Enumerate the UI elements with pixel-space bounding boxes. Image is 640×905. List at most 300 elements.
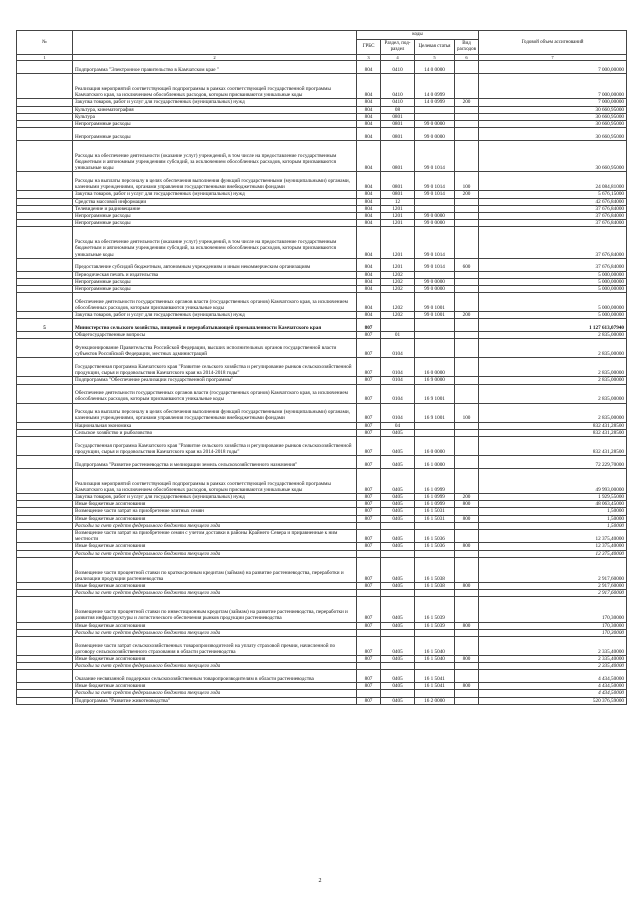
row-grbs: 807 [357,494,381,501]
row-grbs: 804 [357,213,381,220]
row-name: Расходы на обеспечение деятельности (оказание услуг) учреждений, в том числе на предоставление государственным бюджетным и автономным учреждениям субсидий, за исключением обособленных расходов, которым присваиваются уникальные коды [73,227,357,258]
header-cs: Целевая статья [415,40,455,55]
row-amount: 37 676,84000 [479,213,627,220]
table-row [17,205,627,212]
row-expense-type [455,690,479,697]
row-number [17,501,73,508]
index-cell: 5 [415,55,455,61]
table-row [17,141,627,172]
row-amount: 7 000,00000 [479,61,627,74]
row-grbs [357,522,381,529]
row-name: Иные бюджетные ассигнования [73,683,357,690]
row-grbs: 807 [357,437,381,456]
row-target-article: 16 1 5031 [415,508,455,515]
row-number [17,384,73,403]
row-target-article: 16 1 5036 [415,530,455,543]
row-name: Расходы за счет средств федерального бюджета текущего года [73,690,357,697]
row-target-article: 99 0 1014 [415,258,455,271]
row-grbs: 807 [357,637,381,656]
table-row [17,422,627,429]
row-expense-type: 200 [455,99,479,106]
row-expense-type [455,429,479,436]
header-num: № [17,31,73,55]
row-expense-type [455,358,479,377]
row-number [17,141,73,172]
row-number [17,656,73,663]
row-amount: 5 000,00000 [479,271,627,278]
row-expense-type [455,106,479,113]
row-grbs: 807 [357,468,381,493]
table-row [17,403,627,422]
row-name: Министерство сельского хозяйства, пищевой и перерабатывающей промышленности Камчатского края [73,319,357,332]
row-target-article: 16 1 0999 [415,501,455,508]
table-row [17,384,627,403]
row-section: 0801 [381,121,415,128]
row-number [17,286,73,293]
row-expense-type [455,437,479,456]
row-amount: 49 993,00000 [479,468,627,493]
row-number [17,590,73,597]
row-section [381,522,415,529]
row-name: Обеспечение деятельности государственных органов власти (государственных органов) Камчатского края, за исключением обособленных расходов, которым присваиваются уникальные коды [73,384,357,403]
row-grbs: 804 [357,61,381,74]
row-section: 0405 [381,622,415,629]
table-row [17,456,627,469]
table-row [17,258,627,271]
row-target-article [415,429,455,436]
row-name: Возмещение части затрат на приобретение элитных семян [73,508,357,515]
row-amount: 170,30000 [479,629,627,636]
row-expense-type [455,597,479,622]
row-expense-type [455,227,479,258]
page-number: 2 [318,878,322,884]
row-section: 0405 [381,494,415,501]
row-number [17,597,73,622]
table-row [17,220,627,227]
row-section: 1202 [381,312,415,319]
row-section: 0405 [381,697,415,704]
table-row [17,670,627,683]
row-section: 1201 [381,213,415,220]
row-section: 0410 [381,99,415,106]
table-body [17,61,627,704]
header-grbs: ГРБС [357,40,381,55]
row-target-article: 99 0 1014 [415,191,455,198]
row-expense-type [455,319,479,332]
row-number [17,403,73,422]
row-expense-type [455,278,479,285]
row-target-article: 99 0 1001 [415,293,455,312]
row-number [17,697,73,704]
row-amount: 2 835,00000 [479,403,627,422]
row-target-article [415,422,455,429]
row-grbs: 807 [357,515,381,522]
row-target-article: 16 1 5039 [415,597,455,622]
table-row [17,339,627,358]
row-expense-type [455,670,479,683]
row-target-article: 99 0 0000 [415,121,455,128]
row-target-article: 16 1 5040 [415,656,455,663]
row-amount: 30 660,95000 [479,128,627,141]
row-expense-type [455,550,479,557]
row-expense-type [455,377,479,384]
row-grbs [357,663,381,670]
row-grbs: 804 [357,128,381,141]
row-name: Возмещение части процентной ставки по краткосрочным кредитам (займам) на развитие растениеводства, переработки и реализации продукции растениеводства [73,557,357,582]
header-vr: Вид расходов [455,40,479,55]
row-name: Обеспечение деятельности государственных органов власти (государственных органов) Камчатского края, за исключением обособленных расходов, которым присваиваются уникальные коды [73,293,357,312]
row-section: 01 [381,332,415,339]
row-name: Иные бюджетные ассигнования [73,583,357,590]
table-row [17,312,627,319]
row-expense-type [455,508,479,515]
row-amount: 37 676,84000 [479,205,627,212]
table-row [17,172,627,191]
row-target-article: 14 0 0999 [415,74,455,99]
row-target-article: 99 0 0000 [415,128,455,141]
row-target-article: 16 9 0000 [415,377,455,384]
row-number [17,271,73,278]
row-number [17,121,73,128]
index-cell: 4 [381,55,415,61]
row-target-article [415,205,455,212]
row-amount: 2 917,60000 [479,590,627,597]
row-number: 5 [17,319,73,332]
row-grbs: 804 [357,286,381,293]
row-number [17,339,73,358]
row-number [17,543,73,550]
row-section: 0801 [381,113,415,120]
row-name: Непрограммные расходы [73,220,357,227]
row-section: 0405 [381,468,415,493]
row-number [17,205,73,212]
row-target-article [415,590,455,597]
row-grbs: 804 [357,172,381,191]
row-expense-type [455,271,479,278]
table-row [17,583,627,590]
table-row [17,515,627,522]
row-target-article: 16 1 5031 [415,515,455,522]
row-amount: 12 375,40000 [479,530,627,543]
row-expense-type [455,198,479,205]
row-expense-type: 200 [455,494,479,501]
row-expense-type: 100 [455,172,479,191]
table-row [17,508,627,515]
row-number [17,358,73,377]
row-amount: 37 676,84000 [479,258,627,271]
index-cell: 3 [357,55,381,61]
row-section: 0405 [381,429,415,436]
row-name: Подпрограмма "Развитие растениеводства и мелиорации земель сельскохозяйственного назначения" [73,456,357,469]
row-expense-type: 800 [455,583,479,590]
row-section: 04 [381,422,415,429]
table-row [17,530,627,543]
row-name: Возмещение части процентной ставки по инвестиционным кредитам (займам) на развитие растениеводства, переработки и развития инфраструктуры и логистического обеспечения рынков продукции растениеводства [73,597,357,622]
row-target-article: 16 1 5036 [415,543,455,550]
table-row [17,227,627,258]
row-number [17,191,73,198]
row-amount: 12 375,40000 [479,543,627,550]
row-expense-type [455,141,479,172]
row-target-article: 99 0 0000 [415,278,455,285]
row-section: 0405 [381,637,415,656]
row-section: 1201 [381,205,415,212]
table-row [17,557,627,582]
table-row [17,468,627,493]
row-amount: 42 676,84000 [479,198,627,205]
table-row [17,543,627,550]
row-name: Непрограммные расходы [73,213,357,220]
row-target-article [415,332,455,339]
row-expense-type [455,629,479,636]
row-expense-type [455,220,479,227]
row-amount: 2 917,60000 [479,583,627,590]
row-amount: 1,50000 [479,515,627,522]
table-row [17,590,627,597]
row-grbs: 807 [357,319,381,332]
row-grbs: 807 [357,656,381,663]
row-expense-type [455,205,479,212]
row-grbs: 807 [357,530,381,543]
row-section: 0405 [381,515,415,522]
row-section: 0104 [381,358,415,377]
row-target-article: 14 0 0999 [415,99,455,106]
row-number [17,629,73,636]
row-name: Закупка товаров, работ и услуг для государственных (муниципальных) нужд [73,99,357,106]
row-name: Сельское хозяйство и рыболовство [73,429,357,436]
row-expense-type [455,522,479,529]
row-expense-type [455,286,479,293]
row-number [17,227,73,258]
row-section [381,319,415,332]
row-number [17,637,73,656]
row-number [17,437,73,456]
row-name: Расходы за счет средств федерального бюджета текущего года [73,590,357,597]
row-section: 1202 [381,293,415,312]
row-expense-type: 800 [455,656,479,663]
row-amount: 48 063,45000 [479,501,627,508]
row-target-article: 16 1 5038 [415,557,455,582]
row-section [381,663,415,670]
row-number [17,220,73,227]
row-target-article: 99 0 0000 [415,213,455,220]
row-amount: 1 127 613,07940 [479,319,627,332]
row-name: Расходы за счет средств федерального бюджета текущего года [73,550,357,557]
row-target-article: 16 1 5040 [415,637,455,656]
row-expense-type: 600 [455,258,479,271]
table-row [17,332,627,339]
row-number [17,690,73,697]
row-name: Расходы на выплаты персоналу в целях обеспечения выполнения функций государственными (муниципальными) органами, казенными учреждениями, органами управления государственными внебюджетными фондами [73,172,357,191]
row-amount: 170,30000 [479,622,627,629]
row-expense-type: 100 [455,403,479,422]
row-target-article [415,198,455,205]
row-amount: 7 000,00000 [479,99,627,106]
row-grbs: 807 [357,384,381,403]
row-expense-type [455,468,479,493]
row-expense-type [455,530,479,543]
row-name: Иные бюджетные ассигнования [73,515,357,522]
row-target-article: 16 1 0000 [415,456,455,469]
row-grbs: 804 [357,271,381,278]
row-target-article [415,113,455,120]
table-row [17,597,627,622]
row-grbs: 804 [357,278,381,285]
row-target-article [415,663,455,670]
row-expense-type [455,332,479,339]
row-amount: 2 335,40000 [479,656,627,663]
table-row [17,191,627,198]
row-amount: 2 335,40000 [479,663,627,670]
row-target-article: 99 0 0000 [415,220,455,227]
row-section: 0405 [381,583,415,590]
row-amount: 5 000,00000 [479,312,627,319]
row-expense-type: 800 [455,515,479,522]
table-row [17,121,627,128]
row-section: 0104 [381,377,415,384]
row-expense-type [455,422,479,429]
row-grbs: 807 [357,622,381,629]
row-section: 0405 [381,656,415,663]
row-number [17,468,73,493]
table-row [17,437,627,456]
row-target-article: 99 0 1001 [415,312,455,319]
row-grbs: 804 [357,113,381,120]
row-amount: 37 676,84000 [479,220,627,227]
row-grbs: 804 [357,227,381,258]
row-amount: 2 917,60000 [479,557,627,582]
row-amount: 5 000,00000 [479,293,627,312]
table-row [17,278,627,285]
row-expense-type: 800 [455,543,479,550]
row-target-article [415,271,455,278]
table-row [17,637,627,656]
row-name: Государственная программа Камчатского края "Развитие сельского хозяйства и регулирование рынков сельскохозяйственной продукции, сырья и продовольствия Камчатского края на 2014-2018 годы" [73,437,357,456]
row-number [17,278,73,285]
row-target-article: 99 0 1014 [415,227,455,258]
row-section: 0104 [381,339,415,358]
row-expense-type: 800 [455,683,479,690]
row-amount: 4 434,50000 [479,670,627,683]
row-name: Закупка товаров, работ и услуг для государственных (муниципальных) нужд [73,191,357,198]
row-section [381,550,415,557]
row-number [17,456,73,469]
row-target-article [415,629,455,636]
row-grbs: 807 [357,403,381,422]
row-target-article: 16 1 0999 [415,468,455,493]
row-number [17,74,73,99]
row-section: 1202 [381,286,415,293]
row-number [17,61,73,74]
table-row [17,213,627,220]
row-grbs: 807 [357,697,381,704]
row-section: 1202 [381,271,415,278]
row-name: Расходы за счет средств федерального бюджета текущего года [73,629,357,636]
row-number [17,429,73,436]
row-section: 0801 [381,191,415,198]
row-number [17,99,73,106]
row-number [17,312,73,319]
row-target-article: 16 0 0000 [415,437,455,456]
row-expense-type [455,456,479,469]
row-amount: 2 835,00000 [479,377,627,384]
row-number [17,622,73,629]
row-name: Непрограммные расходы [73,128,357,141]
table-row [17,690,627,697]
row-name: Подпрограмма "Электронное правительство в Камчатском крае " [73,61,357,74]
table-row [17,286,627,293]
row-amount: 832 431,28500 [479,437,627,456]
row-expense-type [455,213,479,220]
row-name: Возмещение части затрат на приобретение семян с учетом доставки в районы Крайнего Севера и приравненные к ним местности [73,530,357,543]
row-grbs: 807 [357,670,381,683]
row-grbs: 804 [357,293,381,312]
row-target-article: 16 1 5041 [415,683,455,690]
row-name: Культура, кинематография [73,106,357,113]
row-number [17,583,73,590]
row-expense-type [455,637,479,656]
row-section: 0405 [381,557,415,582]
row-section: 0801 [381,141,415,172]
row-amount: 30 660,95000 [479,141,627,172]
row-section: 0405 [381,456,415,469]
row-name: Предоставление субсидий бюджетным, автономным учреждениям и иным некоммерческим организациям [73,258,357,271]
row-name: Общегосударственные вопросы [73,332,357,339]
row-name: Реализация мероприятий соответствующей подпрограммы в рамках соответствующей государственной программы Камчатского края, за исключением обособленных расходов, которым присваиваются уникальные коды [73,74,357,99]
budget-table [16,30,627,705]
row-name: Закупка товаров, работ и услуг для государственных (муниципальных) нужд [73,494,357,501]
table-row [17,656,627,663]
index-cell: 1 [17,55,73,61]
row-amount: 2 335,40000 [479,637,627,656]
row-name: Иные бюджетные ассигнования [73,543,357,550]
row-section: 0405 [381,597,415,622]
table-row [17,683,627,690]
row-grbs [357,550,381,557]
row-grbs: 804 [357,205,381,212]
row-grbs: 804 [357,141,381,172]
row-name: Иные бюджетные ассигнования [73,501,357,508]
row-section: 0405 [381,437,415,456]
header-codes: коды [357,31,479,40]
row-expense-type [455,384,479,403]
table-row [17,663,627,670]
row-name: Закупка товаров, работ и услуг для государственных (муниципальных) нужд [73,312,357,319]
row-grbs [357,629,381,636]
row-number [17,422,73,429]
table-row [17,74,627,99]
row-section: 0801 [381,128,415,141]
row-section: 1201 [381,258,415,271]
row-target-article: 16 1 5039 [415,622,455,629]
row-amount: 832 431,28500 [479,422,627,429]
row-name: Подпрограмма "Обеспечение реализации государственной программы" [73,377,357,384]
row-grbs: 807 [357,583,381,590]
row-amount: 1 929,55000 [479,494,627,501]
row-name: Телевидение и радиовещание [73,205,357,212]
row-grbs: 807 [357,456,381,469]
row-number [17,522,73,529]
table-row [17,358,627,377]
row-amount: 5 000,00000 [479,286,627,293]
row-expense-type [455,121,479,128]
row-grbs: 807 [357,683,381,690]
row-name: Непрограммные расходы [73,278,357,285]
row-target-article: 99 0 1014 [415,141,455,172]
row-grbs: 807 [357,339,381,358]
row-expense-type: 800 [455,622,479,629]
row-target-article [415,106,455,113]
